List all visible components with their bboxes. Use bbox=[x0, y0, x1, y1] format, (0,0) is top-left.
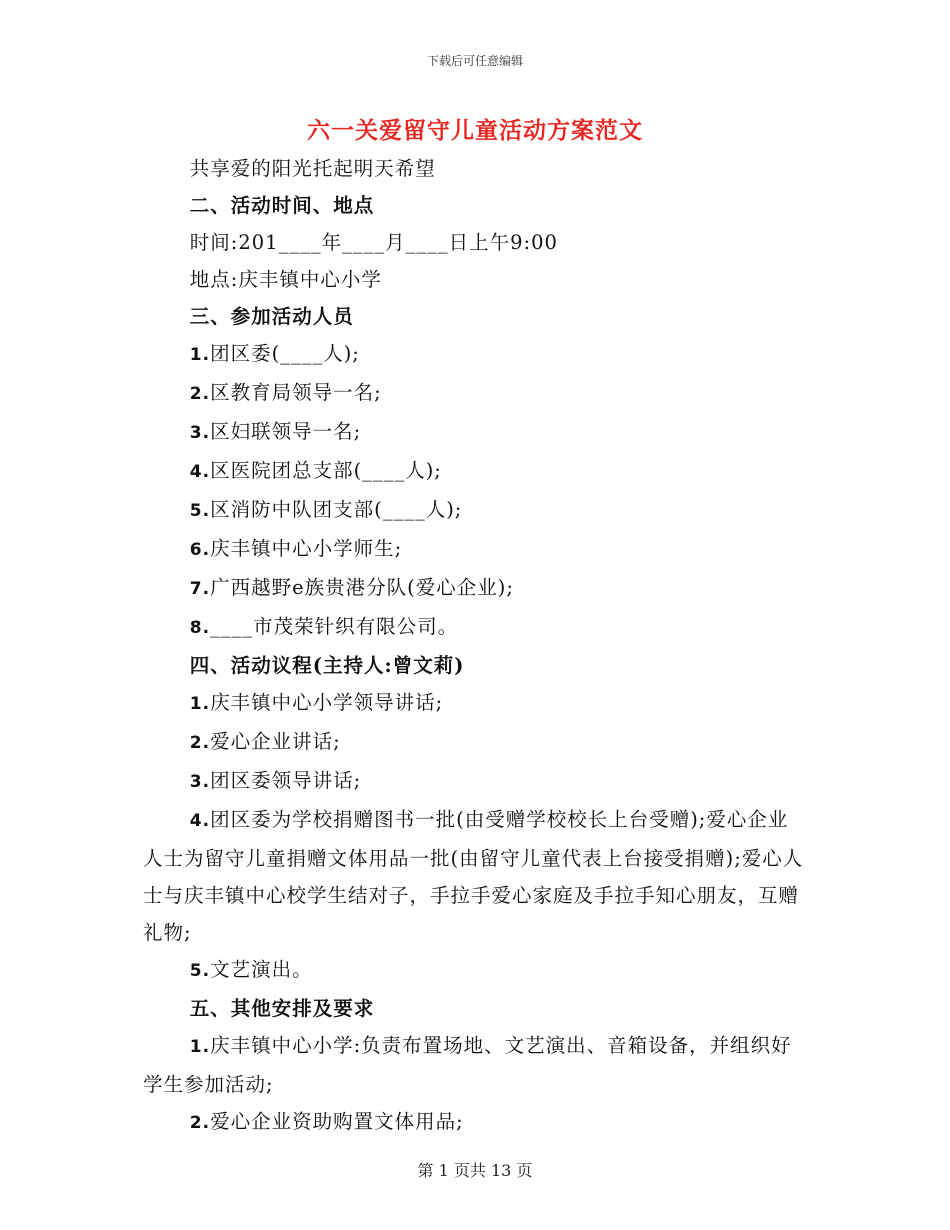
item-number: 8. bbox=[189, 618, 211, 638]
paragraph-text: 五、其他安排及要求 bbox=[189, 997, 375, 1020]
item-number: 4. bbox=[189, 462, 211, 482]
body-paragraph bbox=[143, 413, 808, 452]
item-number: 3. bbox=[189, 772, 211, 792]
item-number: 3. bbox=[189, 423, 211, 443]
paragraph-text: 四、活动议程(主持人:曾文莉) bbox=[189, 654, 465, 677]
paragraph-text: 爱心企业资助购置文体用品; bbox=[210, 1110, 464, 1133]
item-number: 7. bbox=[189, 579, 211, 599]
paragraph-text: 地点:庆丰镇中心小学 bbox=[189, 268, 382, 291]
item-number: 5. bbox=[189, 501, 211, 521]
item-number: 6. bbox=[189, 540, 211, 560]
body-paragraph bbox=[143, 723, 808, 762]
paragraph-text: 广西越野e族贵港分队(爱心企业); bbox=[210, 576, 514, 599]
paragraph-text: 团区委为学校捐赠图书一批(由受赠学校校长上台受赠);爱心企业人士为留守儿童捐赠文体用品一批(由留守儿童代表上台接受捐赠);爱心人士与庆丰镇中心校学生结对子，手拉手爱心家庭及手拉手知心朋友，互赠礼物; bbox=[143, 808, 804, 944]
body-paragraph bbox=[143, 150, 808, 187]
item-number: 2. bbox=[189, 1113, 211, 1133]
paragraph-text: 区妇联领导一名; bbox=[210, 420, 362, 443]
body-paragraph bbox=[143, 530, 808, 569]
body-paragraph bbox=[143, 261, 808, 298]
document-body bbox=[143, 150, 808, 1142]
item-number: 1. bbox=[189, 1037, 211, 1057]
body-paragraph bbox=[143, 762, 808, 801]
item-number: 2. bbox=[189, 733, 211, 753]
item-number: 4. bbox=[189, 811, 211, 831]
body-paragraph bbox=[143, 491, 808, 530]
paragraph-text: 庆丰镇中心小学师生; bbox=[210, 537, 403, 560]
paragraph-text: 二、活动时间、地点 bbox=[189, 194, 375, 217]
item-number: 5. bbox=[189, 961, 211, 981]
section-heading bbox=[143, 990, 808, 1027]
paragraph-text: 庆丰镇中心小学领导讲话; bbox=[210, 691, 444, 714]
body-paragraph bbox=[143, 224, 808, 261]
paragraph-text: 时间:201____年____月____日上午9:00 bbox=[189, 231, 558, 254]
paragraph-text: 爱心企业讲话; bbox=[210, 730, 341, 753]
body-paragraph bbox=[143, 1027, 808, 1103]
item-number: 2. bbox=[189, 384, 211, 404]
item-number: 1. bbox=[189, 694, 211, 714]
paragraph-text: 区医院团总支部(____人); bbox=[210, 459, 442, 482]
paragraph-text: 文艺演出。 bbox=[210, 958, 313, 981]
paragraph-text: 共享爱的阳光托起明天希望 bbox=[189, 157, 436, 180]
body-paragraph bbox=[143, 608, 808, 647]
section-heading bbox=[143, 298, 808, 335]
paragraph-text: 区消防中队团支部(____人); bbox=[210, 498, 463, 521]
section-heading bbox=[143, 187, 808, 224]
item-number: 1. bbox=[189, 345, 211, 365]
paragraph-text: 团区委领导讲话; bbox=[210, 769, 362, 792]
paragraph-text: 区教育局领导一名; bbox=[210, 381, 382, 404]
body-paragraph bbox=[143, 951, 808, 990]
body-paragraph bbox=[143, 569, 808, 608]
page-header-note: 下载后可任意编辑 bbox=[426, 54, 523, 68]
body-paragraph bbox=[143, 374, 808, 413]
paragraph-text: 团区委(____人); bbox=[210, 342, 360, 365]
page-number: 第 1 页共 13 页 bbox=[417, 1161, 533, 1180]
body-paragraph bbox=[143, 335, 808, 374]
body-paragraph bbox=[143, 684, 808, 723]
body-paragraph bbox=[143, 801, 808, 951]
body-paragraph bbox=[143, 452, 808, 491]
document-title: 六一关爱留守儿童活动方案范文 bbox=[307, 117, 643, 144]
paragraph-text: 三、参加活动人员 bbox=[189, 305, 354, 328]
section-heading bbox=[143, 647, 808, 684]
paragraph-text: ____市茂荣针织有限公司。 bbox=[210, 615, 459, 638]
body-paragraph bbox=[143, 1103, 808, 1142]
paragraph-text: 庆丰镇中心小学:负责布置场地、文艺演出、音箱设备，并组织好学生参加活动; bbox=[143, 1034, 792, 1096]
